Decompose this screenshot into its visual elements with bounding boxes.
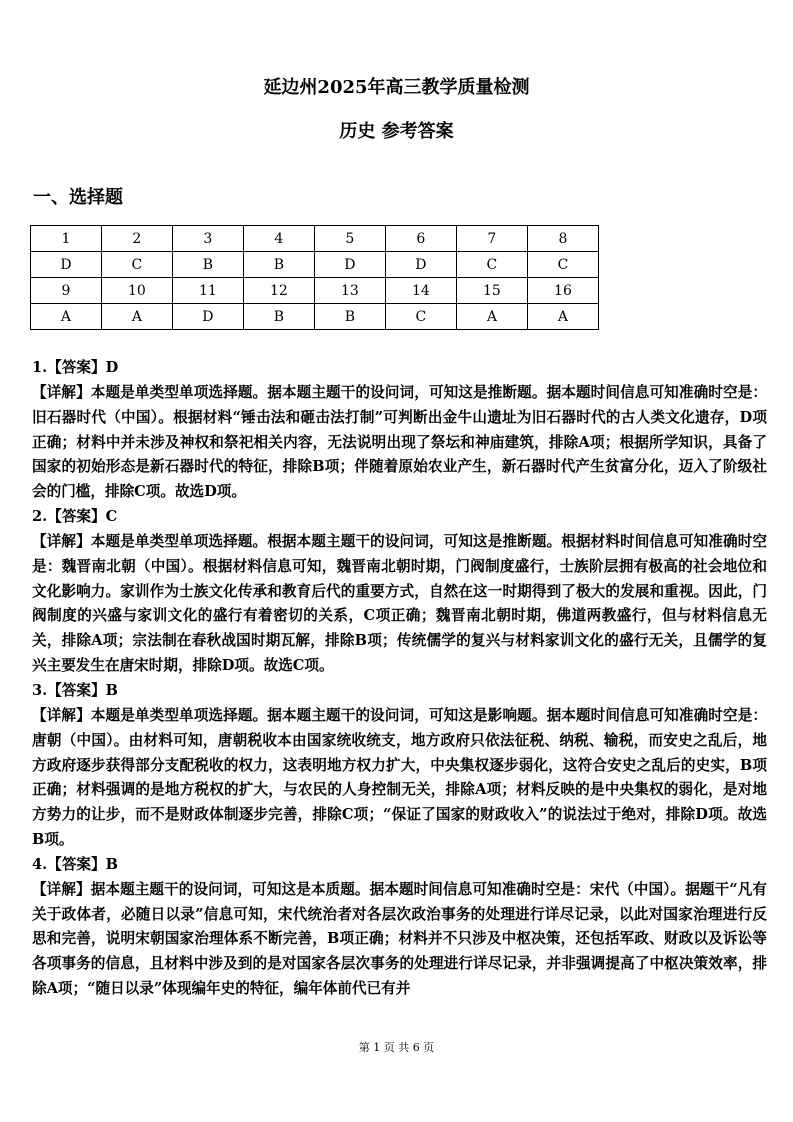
- answer-line-q4: 4.【答案】B: [32, 855, 118, 873]
- detail-q2: 【详解】本题是单类型单项选择题。根据本题主题干的设问词，可知这是推断题。根据材料时间信息可知准确时空是：魏晋南北朝（中国）。根据材料信息可知，魏晋南北朝时期，门阀制度盛行，士族阶层拥有极高的社会地位和文化影响力。家训作为士族文化传承和教育后代的重要方式，自然在这一时期得到了极大的发展和重视。因此，门阀制度的兴盛与家训文化的盛行有着密切的关系，C项正确；魏晋南北朝时期，佛道两教盛行，但与材料信息无关，排除A项；宗法制在春秋战国时期瓦解，排除B项；传统儒学的复兴与材料家训文化的盛行无关，且儒学的复兴主要发生在唐宋时期，排除D项。故选C项。: [32, 532, 767, 675]
- table-row: [31, 278, 599, 304]
- question-number-cell: 6: [385, 226, 456, 252]
- answer-cell: B: [172, 252, 243, 278]
- answer-cell: A: [527, 304, 598, 330]
- question-number-cell: 10: [101, 278, 172, 304]
- question-number-cell: 12: [243, 278, 314, 304]
- answer-table: [30, 225, 599, 330]
- detail-q3: 【详解】本题是单类型单项选择题。据本题主题干的设问词，可知这是影响题。据本题时间信息可知准确时空是：唐朝（中国）。由材料可知，唐朝税收本由国家统收统支，地方政府只依法征税、纳税、输税，而安史之乱后，地方政府逐步获得部分支配税收的权力，这表明地方权力扩大，中央集权逐步弱化，这符合安史之乱后的史实，B项正确；材料强调的是地方税权的扩大，与农民的人身控制无关，排除A项；材料反映的是中央集权的弱化，是对地方势力的让步，而不是财政体制逐步完善，排除C项；“保证了国家的财政收入”的说法过于绝对，排除D项。故选B项。: [32, 706, 767, 849]
- answer-cell: B: [314, 304, 385, 330]
- answer-cell: B: [243, 252, 314, 278]
- answer-cell: D: [314, 252, 385, 278]
- page-title: 延边州2025年高三教学质量检测: [263, 77, 530, 98]
- table-row: [31, 304, 599, 330]
- question-number-cell: 7: [456, 226, 527, 252]
- page-subtitle: 历史 参考答案: [339, 121, 454, 142]
- question-number-cell: 4: [243, 226, 314, 252]
- question-number-cell: 11: [172, 278, 243, 304]
- page-footer: 第 1 页 共 6 页: [358, 1041, 435, 1054]
- answer-line-q3: 3.【答案】B: [32, 681, 118, 699]
- answer-cell: C: [101, 252, 172, 278]
- answer-cell: A: [31, 304, 102, 330]
- question-number-cell: 8: [527, 226, 598, 252]
- detail-q4: 【详解】据本题主题干的设问词，可知这是本质题。据本题时间信息可知准确时空是：宋代（中国）。据题干“凡有关于政体者，必随日以录”信息可知，宋代统治者对各层次政治事务的处理进行详尽记录，以此对国家治理进行反思和完善，说明宋朝国家治理体系不断完善，B项正确；材料并不只涉及中枢决策，还包括军政、财政以及诉讼等各项事务的信息，且材料中涉及到的是对国家各层次事务的处理进行详尽记录，并非强调提高了中枢决策效率，排除A项；“随日以录”体现编年史的特征，编年体前代已有并: [32, 880, 767, 998]
- question-number-cell: 2: [101, 226, 172, 252]
- table-row: [31, 252, 599, 278]
- answer-cell: C: [456, 252, 527, 278]
- question-number-cell: 14: [385, 278, 456, 304]
- question-number-cell: 3: [172, 226, 243, 252]
- question-number-cell: 1: [31, 226, 102, 252]
- answer-cell: C: [385, 304, 456, 330]
- answer-cell: D: [385, 252, 456, 278]
- answer-cell: B: [243, 304, 314, 330]
- answer-cell: A: [101, 304, 172, 330]
- answer-line-q2: 2.【答案】C: [32, 508, 118, 526]
- answer-cell: C: [527, 252, 598, 278]
- question-number-cell: 15: [456, 278, 527, 304]
- answer-line-q1: 1.【答案】D: [32, 359, 119, 376]
- answer-cell: D: [172, 304, 243, 330]
- question-number-cell: 13: [314, 278, 385, 304]
- detail-q1: 【详解】本题是单类型单项选择题。据本题主题干的设问词，可知这是推断题。据本题时间信息可知准确时空是：旧石器时代（中国）。根据材料“锤击法和砸击法打制”可判断出金牛山遗址为旧石器时代的古人类文化遗存，D项正确；材料中并未涉及神权和祭祀相关内容，无法说明出现了祭坛和神庙建筑，排除A项；根据所学知识，具备了国家的初始形态是新石器时代的特征，排除B项；伴随着原始农业产生，新石器时代产生贫富分化，迈入了阶级社会的门槛，排除C项。故选D项。: [32, 383, 767, 501]
- table-row: [31, 226, 599, 252]
- section-heading: 一、选择题: [33, 187, 123, 208]
- question-number-cell: 16: [527, 278, 598, 304]
- question-number-cell: 5: [314, 226, 385, 252]
- answer-cell: D: [31, 252, 102, 278]
- question-number-cell: 9: [31, 278, 102, 304]
- explanations: [32, 356, 767, 1002]
- answer-cell: A: [456, 304, 527, 330]
